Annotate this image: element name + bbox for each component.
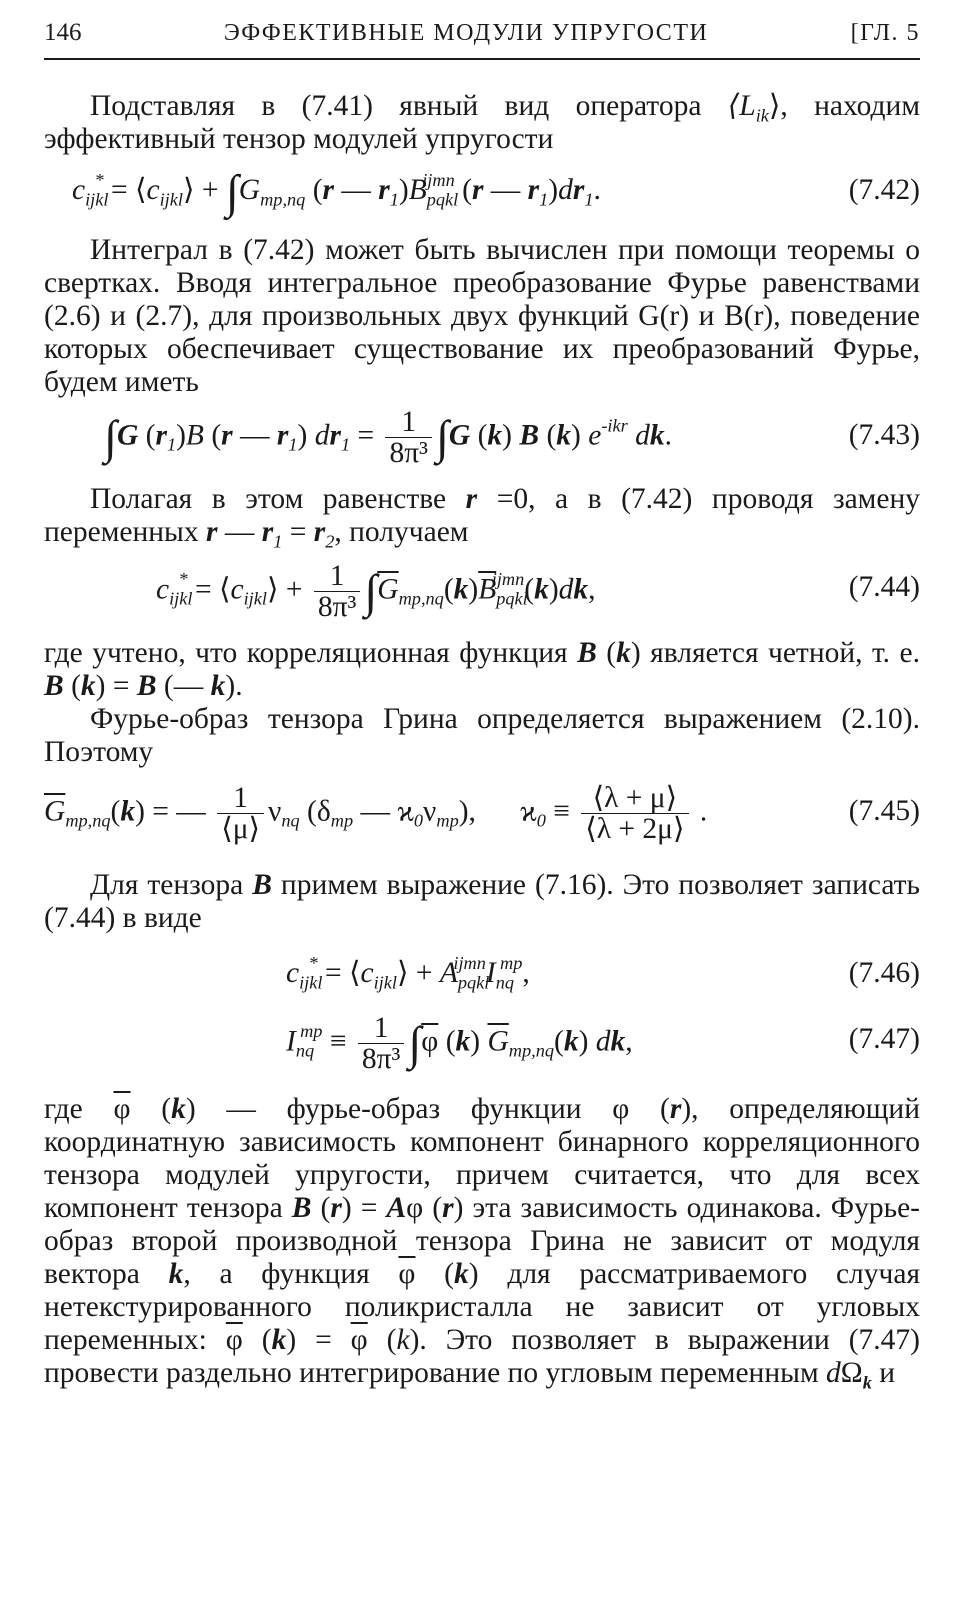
- paragraph-7: где $\overline{\varphi}$ (k) — фурье-образ функции φ (r), определяющий координатную зависимость компонент бинарного корреляционного тензора модулей упругости, причем считается, что для всех компонент тензора B (r) = Aφ (r) эта зависимость одинакова. Фурье-образ второй производной тензора Грина не зависит от модуля вектора k, а функция $\overline{\varphi}$ (k) для рассматриваемого случая нетекстурированного поликристалла не зависит от угловых переменных: $\overline{\varphi}$ $(k) = \overline{\varphi}$ (k). Это позволяет в выражении (7.47) провести раздельно интегрирование по угловым переменным $d\Omega_k$ и: [44, 1093, 921, 1393]
- equation-7-47: [44, 1005, 920, 1085]
- page-number: 146: [44, 19, 82, 46]
- equation-body: $I_{nq}^{mp}$ ≡ $\frac{1}{\text{8π³}}$ $\int\overline{\varphi}$ (k) $\overline{G}_{mp,nq}(k)$ dk,: [286, 1012, 633, 1075]
- paragraph-3: Полагая в этом равенстве r =0, а в (7.42) проводя замену переменных r — $r_1 = r_2$, получаем: [44, 483, 920, 552]
- equation-7-44: [44, 553, 920, 637]
- chapter-label: [ГЛ. 5: [850, 20, 920, 46]
- running-header: [44, 12, 920, 60]
- equation-number: (7.47): [848, 1023, 920, 1055]
- equation-number: (7.43): [848, 419, 920, 451]
- equation-number: (7.42): [848, 174, 920, 206]
- running-title: ЭФФЕКТИВНЫЕ МОДУЛИ УПРУГОСТИ: [223, 20, 709, 46]
- equation-7-42: [44, 162, 920, 226]
- equation-body: ∫G $(r_1)B$ (r — $r_1$) $dr_1$ = $\frac{1}{\text{8π³}}$ ∫G (k) B (k) $e^{-ikr}$ dk.: [104, 406, 672, 469]
- paragraph-5: Фурье-образ тензора Грина определяется выражением (2.10). Поэтому: [44, 703, 920, 768]
- paragraph-1: Подставляя в (7.41) явный вид оператора $⟨L_{ik}⟩$, находим эффективный тензор модулей упругости: [44, 90, 920, 155]
- equation-7-45: [44, 775, 920, 861]
- equation-body: $c_{ijkl}^*$ = $⟨c_{ijkl}⟩ + A_{pqkl}^{ijmn}I_{nq}^{mp}$,: [286, 953, 530, 993]
- paragraph-6: Для тензора B примем выражение (7.16). Это позволяет записать (7.44) в виде: [44, 869, 920, 934]
- equation-number: (7.46): [848, 957, 920, 989]
- equation-body: $c_{ijkl}^*$ = $⟨c_{ijkl}⟩$ + $\frac{1}{\text{8π³}}$ $\int\overline{G}_{mp,nq}(k)\overline{B}_{pqkl}^{ijmn}(k)dk$,: [156, 560, 596, 623]
- equation-7-46: [44, 945, 920, 1003]
- equation-number: (7.45): [848, 795, 920, 827]
- equation-number: (7.44): [848, 571, 920, 603]
- paragraph-2: Интеграл в (7.42) может быть вычислен при помощи теоремы о свертках. Вводя интегральное преобразование Фурье равенствами (2.6) и (2.7), для произвольных двух функций G(r) и B(r), поведение которых обеспечивает существование их преобразований Фурье, будем иметь: [44, 234, 920, 398]
- equation-body: $\overline{G}_{mp,nq}(k)$ = — $\frac{1}{⟨\mu⟩}$ $\nu_{nq}$ ($\delta_{mp}$ — $ϰ_0\nu_{mp}$), $ϰ_0$ ≡ $\frac{⟨\lambda + \mu⟩}{⟨\lambda + 2\mu⟩}$ .: [44, 782, 708, 845]
- paragraph-4: где учтено, что корреляционная функция B (k) является четной, т. е. B (k) = B (— k).: [44, 637, 920, 702]
- equation-body: $c_{ijkl}^*$ = $⟨c_{ijkl}⟩ + \int G_{mp,nq}$ (r — $r_1)B_{pqkl}^{ijmn}$ (r — $r_1)dr_1$.: [72, 166, 601, 219]
- equation-7-43: [44, 403, 920, 479]
